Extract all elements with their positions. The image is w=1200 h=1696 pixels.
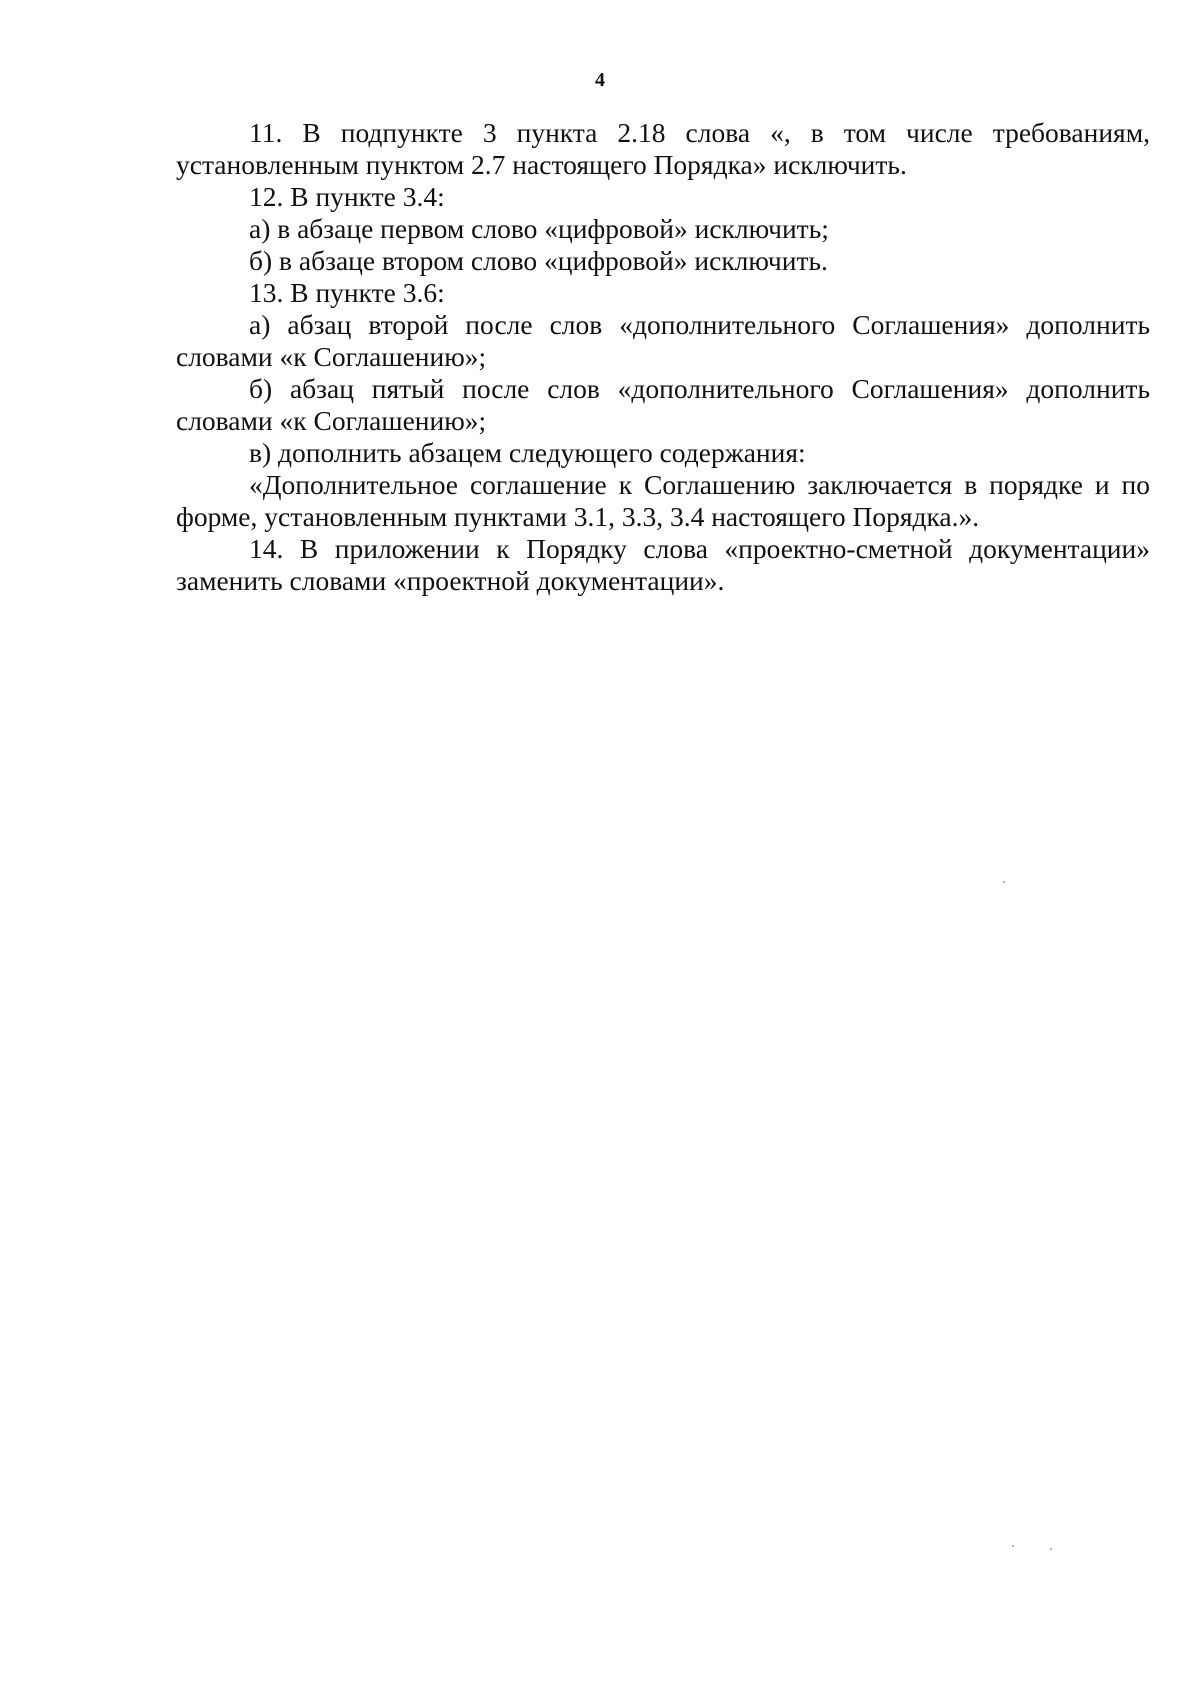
page-number: 4 (595, 69, 605, 91)
paragraph-13b: б) абзац пятый после слов «дополнительного Соглашения» дополнить словами «к Соглашению»; (176, 373, 1150, 436)
paragraph-14: 14. В приложении к Порядку слова «проектно-сметной документации» заменить словами «проектной документации». (176, 533, 1150, 596)
paragraph-13v-quote: «Дополнительное соглашение к Соглашению заключается в порядке и по форме, установленным пунктами 3.1, 3.3, 3.4 настоящего Порядка.». (176, 469, 1150, 532)
paragraph-13: 13. В пункте 3.6: (249, 277, 445, 308)
paragraph-12: 12. В пункте 3.4: (249, 181, 445, 212)
paragraph-11: 11. В подпункте 3 пункта 2.18 слова «, в том числе требованиям, установленным пунктом 2.7 настоящего Порядка» исключить. (176, 117, 1150, 180)
scan-speck (1003, 881, 1005, 883)
scan-speck (1012, 1545, 1014, 1547)
scan-speck (1050, 1548, 1052, 1550)
paragraph-13a: а) абзац второй после слов «дополнительного Соглашения» дополнить словами «к Соглашению»; (176, 309, 1150, 372)
paragraph-12b: б) в абзаце втором слово «цифровой» исключить. (249, 245, 828, 276)
document-body (176, 117, 1150, 597)
paragraph-12a: а) в абзаце первом слово «цифровой» исключить; (249, 213, 829, 244)
paragraph-13v: в) дополнить абзацем следующего содержания: (249, 437, 806, 468)
